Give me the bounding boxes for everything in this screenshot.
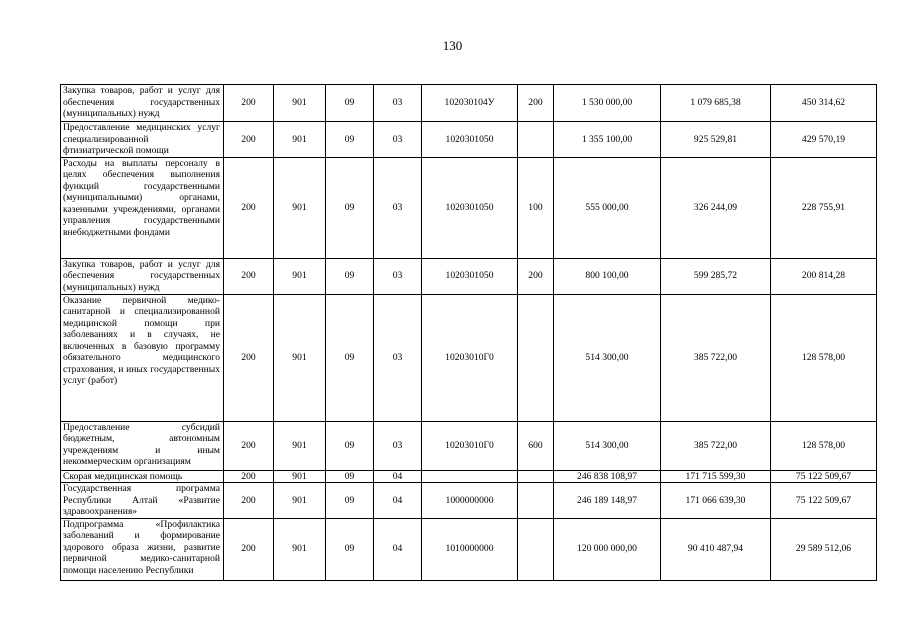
ministry-code-cell: 901: [274, 157, 326, 258]
executed-amount-cell: 326 244,09: [661, 157, 771, 258]
remaining-amount-cell: 450 314,62: [771, 85, 877, 122]
code-cell: 200: [224, 122, 274, 158]
plan-amount-cell: 514 300,00: [554, 421, 661, 470]
table-row: [61, 258, 877, 294]
executed-amount-cell: 599 285,72: [661, 258, 771, 294]
code-cell: 200: [224, 258, 274, 294]
code-cell: 200: [224, 157, 274, 258]
section-cell: 09: [326, 518, 374, 580]
expense-type-cell: [518, 483, 554, 519]
expense-type-cell: [518, 122, 554, 158]
executed-amount-cell: 925 529,81: [661, 122, 771, 158]
plan-amount-cell: 246 189 148,97: [554, 483, 661, 519]
section-cell: 09: [326, 258, 374, 294]
target-article-cell: 102030104У: [422, 85, 518, 122]
expense-type-cell: 200: [518, 258, 554, 294]
subsection-cell: 04: [374, 483, 422, 519]
subsection-cell: 03: [374, 421, 422, 470]
executed-amount-cell: 385 722,00: [661, 421, 771, 470]
plan-amount-cell: 120 000 000,00: [554, 518, 661, 580]
ministry-code-cell: 901: [274, 421, 326, 470]
subsection-cell: 03: [374, 85, 422, 122]
plan-amount-cell: 246 838 108,97: [554, 470, 661, 483]
section-cell: 09: [326, 294, 374, 421]
remaining-amount-cell: 429 570,19: [771, 122, 877, 158]
target-article-cell: [422, 470, 518, 483]
section-cell: 09: [326, 122, 374, 158]
code-cell: 200: [224, 483, 274, 519]
plan-amount-cell: 1 530 000,00: [554, 85, 661, 122]
executed-amount-cell: 171 715 599,30: [661, 470, 771, 483]
ministry-code-cell: 901: [274, 470, 326, 483]
table-row: [61, 157, 877, 258]
target-article-cell: 1020301050: [422, 157, 518, 258]
subsection-cell: 04: [374, 470, 422, 483]
ministry-code-cell: 901: [274, 85, 326, 122]
remaining-amount-cell: 128 578,00: [771, 294, 877, 421]
row-name-cell: Оказание первичной медико-санитарной и специализированной медицинской помощи при заболеваниях и в случаях, не включенных в базовую программу обязательного медицинского страхования, и иных государственных услуг (работ): [61, 294, 224, 421]
remaining-amount-cell: 75 122 509,67: [771, 470, 877, 483]
section-cell: 09: [326, 421, 374, 470]
code-cell: 200: [224, 85, 274, 122]
expense-type-cell: 600: [518, 421, 554, 470]
subsection-cell: 03: [374, 122, 422, 158]
ministry-code-cell: 901: [274, 258, 326, 294]
plan-amount-cell: 514 300,00: [554, 294, 661, 421]
expense-type-cell: 100: [518, 157, 554, 258]
code-cell: 200: [224, 294, 274, 421]
section-cell: 09: [326, 470, 374, 483]
target-article-cell: 1020301050: [422, 122, 518, 158]
table-row: [61, 470, 877, 483]
expense-type-cell: [518, 294, 554, 421]
code-cell: 200: [224, 470, 274, 483]
row-name-cell: Предоставление медицинских услуг специализированной фтизиатрической помощи: [61, 122, 224, 158]
target-article-cell: 1010000000: [422, 518, 518, 580]
executed-amount-cell: 90 410 487,94: [661, 518, 771, 580]
table-row: [61, 518, 877, 580]
table-row: [61, 483, 877, 519]
section-cell: 09: [326, 157, 374, 258]
executed-amount-cell: 171 066 639,30: [661, 483, 771, 519]
remaining-amount-cell: 29 589 512,06: [771, 518, 877, 580]
subsection-cell: 03: [374, 157, 422, 258]
row-name-cell: Подпрограмма «Профилактика заболеваний и формирование здорового образа жизни, развитие первичной медико-санитарной помощи населению Республики: [61, 518, 224, 580]
ministry-code-cell: 901: [274, 483, 326, 519]
section-cell: 09: [326, 85, 374, 122]
expense-type-cell: 200: [518, 85, 554, 122]
code-cell: 200: [224, 518, 274, 580]
ministry-code-cell: 901: [274, 518, 326, 580]
row-name-cell: Закупка товаров, работ и услуг для обеспечения государственных (муниципальных) нужд: [61, 85, 224, 122]
remaining-amount-cell: 128 578,00: [771, 421, 877, 470]
row-name-cell: Государственная программа Республики Алтай «Развитие здравоохранения»: [61, 483, 224, 519]
remaining-amount-cell: 75 122 509,67: [771, 483, 877, 519]
plan-amount-cell: 1 355 100,00: [554, 122, 661, 158]
plan-amount-cell: 555 000,00: [554, 157, 661, 258]
row-name-cell: Предоставление субсидий бюджетным, автономным учреждениям и иным некоммерческим организациям: [61, 421, 224, 470]
subsection-cell: 03: [374, 294, 422, 421]
executed-amount-cell: 385 722,00: [661, 294, 771, 421]
row-name-cell: Закупка товаров, работ и услуг для обеспечения государственных (муниципальных) нужд: [61, 258, 224, 294]
code-cell: 200: [224, 421, 274, 470]
target-article-cell: 1000000000: [422, 483, 518, 519]
subsection-cell: 03: [374, 258, 422, 294]
section-cell: 09: [326, 483, 374, 519]
row-name-cell: Расходы на выплаты персоналу в целях обеспечения выполнения функций государственными (муниципальными) органами, казенными учреждениями, органами управления государственными внебюджетными фондами: [61, 157, 224, 258]
table-row: [61, 294, 877, 421]
remaining-amount-cell: 228 755,91: [771, 157, 877, 258]
table-row: [61, 421, 877, 470]
target-article-cell: 10203010Г0: [422, 421, 518, 470]
subsection-cell: 04: [374, 518, 422, 580]
target-article-cell: 1020301050: [422, 258, 518, 294]
budget-table-body: [61, 85, 877, 581]
remaining-amount-cell: 200 814,28: [771, 258, 877, 294]
executed-amount-cell: 1 079 685,38: [661, 85, 771, 122]
page-number: 130: [442, 38, 463, 53]
table-row: [61, 85, 877, 122]
table-row: [61, 122, 877, 158]
budget-table: [60, 84, 877, 581]
target-article-cell: 10203010Г0: [422, 294, 518, 421]
expense-type-cell: [518, 470, 554, 483]
expense-type-cell: [518, 518, 554, 580]
plan-amount-cell: 800 100,00: [554, 258, 661, 294]
ministry-code-cell: 901: [274, 122, 326, 158]
ministry-code-cell: 901: [274, 294, 326, 421]
row-name-cell: Скорая медицинская помощь: [61, 470, 224, 483]
